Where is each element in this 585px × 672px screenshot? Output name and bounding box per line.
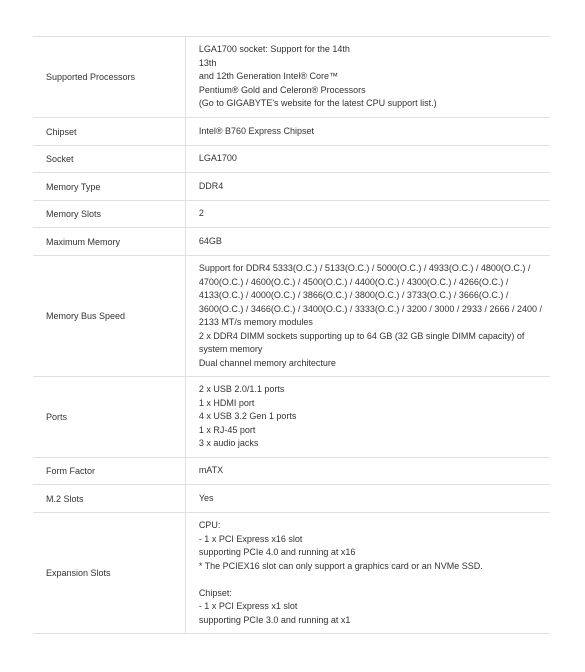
spec-value-line: Support for DDR4 5333(O.C.) / 5133(O.C.) / 5000(O.C.) / 4933(O.C.) / 4800(O.C.) / xyxy=(198,263,531,273)
spec-row-ports xyxy=(33,377,550,458)
spec-value-line: 4 x USB 3.2 Gen 1 ports xyxy=(198,411,297,422)
spec-value-line: 2133 MT/s memory modules xyxy=(198,317,313,327)
spec-value xyxy=(185,377,550,458)
spec-value-line: 4700(O.C.) / 4600(O.C.) / 4500(O.C.) / 4400(O.C.) / 4300(O.C.) / 4266(O.C.) / xyxy=(198,276,509,287)
spec-label: Supported Processors xyxy=(33,37,185,118)
spec-value-spacer xyxy=(199,573,542,587)
spec-value-line: Yes xyxy=(198,492,214,503)
spec-value-line: mATX xyxy=(198,465,224,476)
spec-row-chipset xyxy=(33,118,550,146)
spec-value-line: LGA1700 xyxy=(198,153,237,164)
spec-value xyxy=(185,513,550,634)
spec-row-socket xyxy=(33,146,550,173)
spec-label: Chipset xyxy=(33,118,185,146)
spec-value xyxy=(185,37,550,118)
spec-value xyxy=(185,173,550,201)
spec-value-line: 1 x RJ-45 port xyxy=(198,424,256,435)
spec-value-line: and 12th Generation Intel® Core™ xyxy=(198,71,339,82)
spec-row-supported-processors xyxy=(33,37,550,118)
spec-value xyxy=(185,256,550,377)
spec-value-line: 2 x USB 2.0/1.1 ports xyxy=(198,384,285,395)
spec-value xyxy=(185,228,550,256)
spec-value-line: - 1 x PCI Express x16 slot xyxy=(198,533,303,544)
spec-value-line: 2 x DDR4 DIMM sockets supporting up to 64 GB (32 GB single DIMM capacity) of xyxy=(198,330,525,341)
spec-row-memory-bus-speed xyxy=(33,256,550,377)
spec-value-line: supporting PCIe 4.0 and running at x16 xyxy=(198,547,356,557)
spec-row-form-factor xyxy=(33,458,550,485)
spec-value-line: 1 x HDMI port xyxy=(198,397,255,408)
spec-label: Memory Slots xyxy=(33,201,185,228)
spec-row-m-2-slots xyxy=(33,485,550,513)
spec-value-line: LGA1700 socket: Support for the 14th xyxy=(198,44,350,55)
spec-value-line: Dual channel memory architecture xyxy=(198,357,336,368)
spec-value xyxy=(185,201,550,228)
spec-label: Socket xyxy=(33,146,185,173)
spec-value-line: 2 xyxy=(198,208,204,219)
spec-value-line: 4133(O.C.) / 4000(O.C.) / 3866(O.C.) / 3800(O.C.) / 3733(O.C.) / 3666(O.C.) / xyxy=(198,290,509,300)
spec-label: Form Factor xyxy=(33,458,185,485)
spec-value xyxy=(185,146,550,173)
spec-label: Ports xyxy=(33,377,185,458)
spec-value-line: 64GB xyxy=(198,235,222,246)
specifications-table xyxy=(33,36,550,634)
spec-value-line: 3 x audio jacks xyxy=(198,438,259,449)
spec-label: Expansion Slots xyxy=(33,513,185,634)
spec-value-line: Intel® B760 Express Chipset xyxy=(198,125,315,136)
spec-row-memory-type xyxy=(33,173,550,201)
spec-label: Maximum Memory xyxy=(33,228,185,256)
spec-label: Memory Type xyxy=(33,173,185,201)
spec-label: M.2 Slots xyxy=(33,485,185,513)
spec-value-line: * The PCIEX16 slot can only support a graphics card or an NVMe SSD. xyxy=(198,560,483,571)
spec-value-line: DDR4 xyxy=(198,180,224,191)
spec-value-line: supporting PCIe 3.0 and running at x1 xyxy=(198,614,351,625)
spec-value xyxy=(185,485,550,513)
spec-value-line: CPU: xyxy=(198,520,221,530)
spec-row-maximum-memory xyxy=(33,228,550,256)
spec-value xyxy=(185,458,550,485)
spec-value-line: Pentium® Gold and Celeron® Processors xyxy=(198,84,366,95)
spec-value-line: system memory xyxy=(198,344,263,354)
specifications-body xyxy=(33,37,550,634)
spec-value xyxy=(185,118,550,146)
spec-value-line: 13th xyxy=(198,57,217,68)
spec-value-line: Chipset: xyxy=(198,587,232,598)
spec-label: Memory Bus Speed xyxy=(33,256,185,377)
spec-value-line: (Go to GIGABYTE's website for the latest CPU support list.) xyxy=(198,98,437,109)
spec-value-line: - 1 x PCI Express x1 slot xyxy=(198,601,298,611)
spec-row-memory-slots xyxy=(33,201,550,228)
spec-row-expansion-slots xyxy=(33,513,550,634)
spec-value-line: 3600(O.C.) / 3466(O.C.) / 3400(O.C.) / 3333(O.C.) / 3200 / 3000 / 2933 / 2666 / 2400 / xyxy=(198,303,542,314)
